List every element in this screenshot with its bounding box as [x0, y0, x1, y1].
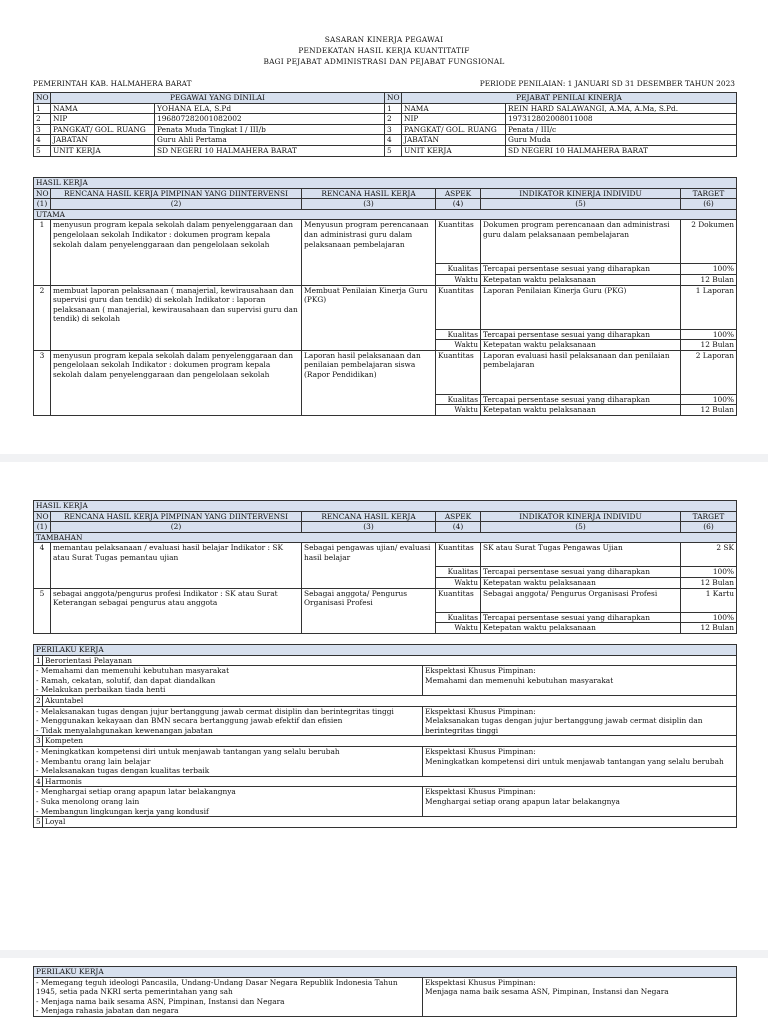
row-no: 1 [34, 220, 51, 285]
row-no: 5 [34, 588, 51, 633]
indikator: Ketepatan waktu pelaksanaan [481, 340, 681, 351]
behavior-name: Berorientasi Pelayanan [43, 655, 737, 666]
indikator: Tercapai persentase sesuai yang diharapkan [481, 567, 681, 578]
evaluated-name: YOHANA ELA, S.Pd [155, 103, 385, 114]
section-perilaku-kerja: PERILAKU KERJA [34, 967, 737, 978]
target: 1 Laporan [681, 285, 737, 329]
rencana-hasil: Menyusun program perencanaan dan administrasi guru dalam pelaksanaan pembelajaran [302, 220, 436, 285]
behavior-point: - Melaksanakan tugas dengan jujur bertanggung jawab cermat disiplin dan berintegritas tinggi [36, 707, 420, 717]
col-header: RENCANA HASIL KERJA [302, 511, 436, 522]
row-no: 5 [385, 145, 402, 156]
row-label: JABATAN [402, 135, 506, 146]
indikator: Tercapai persentase sesuai yang diharapkan [481, 612, 681, 623]
expectation-label: Ekspektasi Khusus Pimpinan: [425, 746, 536, 756]
behavior-no: 3 [34, 736, 43, 747]
col-header: INDIKATOR KINERJA INDIVIDU [481, 511, 681, 522]
expectation-label: Ekspektasi Khusus Pimpinan: [425, 787, 536, 797]
hasil-kerja-table-2 [33, 500, 737, 634]
behavior-point: - Memahami dan memenuhi kebutuhan masyarakat [36, 666, 420, 676]
section-hasil-kerja: HASIL KERJA [34, 178, 737, 189]
identity-row [34, 114, 737, 125]
row-label: UNIT KERJA [402, 145, 506, 156]
identity-row [34, 103, 737, 114]
behavior-point: - Ramah, cekatan, solutif, dan dapat diandalkan [36, 676, 420, 686]
aspek: Kuantitas [436, 543, 481, 567]
behavior-header [34, 776, 737, 787]
rencana-pimpinan: memantau pelaksanaan / evaluasi hasil belajar Indikator : SK atau Surat Tugas pemantau ujian [51, 543, 302, 588]
title-line-3: BAGI PEJABAT ADMINISTRASI DAN PEJABAT FUNGSIONAL [263, 57, 505, 66]
aspek: Kuantitas [436, 588, 481, 612]
behavior-point: - Meningkatkan kompetensi diri untuk menjawab tantangan yang selalu berubah [36, 747, 420, 757]
behavior-point: - Menjaga rahasia jabatan dan negara [36, 1006, 420, 1016]
indikator: SK atau Surat Tugas Pengawas Ujian [481, 543, 681, 567]
behavior-header [34, 817, 737, 828]
row-no: 4 [34, 135, 51, 146]
expectation-text: Meningkatkan kompetensi diri untuk menjawab tantangan yang selalu berubah [425, 756, 724, 766]
row-no: 4 [34, 543, 51, 588]
row-no: 2 [34, 285, 51, 350]
no-header: NO [385, 93, 402, 104]
col-header: TARGET [681, 511, 737, 522]
aspek: Kuantitas [436, 285, 481, 329]
behavior-body [34, 746, 737, 776]
behavior-point: - Membantu orang lain belajar [36, 757, 420, 767]
table-row [34, 220, 737, 264]
behavior-no: 2 [34, 695, 43, 706]
behavior-point: - Menghargai setiap orang apapun latar belakangnya [36, 787, 420, 797]
perilaku-kerja-table [33, 644, 737, 828]
behavior-header [34, 695, 737, 706]
target: 100% [681, 264, 737, 275]
col-num: (6) [681, 522, 737, 533]
behavior-no: 4 [34, 776, 43, 787]
row-label: UNIT KERJA [51, 145, 155, 156]
aspek: Waktu [436, 405, 481, 416]
behavior-point: - Membangun lingkungan kerja yang kondusif [36, 807, 420, 817]
page-separator [0, 454, 768, 462]
agency-label: PEMERINTAH KAB. HALMAHERA BARAT [33, 79, 192, 88]
behavior-body [34, 666, 737, 696]
rencana-pimpinan: sebagai anggota/pengurus profesi Indikator : SK atau Surat Keterangan sebagai pengurus atau anggota [51, 588, 302, 633]
row-label: NAMA [402, 103, 506, 114]
identity-row [34, 124, 737, 135]
table-row [34, 285, 737, 329]
row-label: NAMA [51, 103, 155, 114]
target: 100% [681, 329, 737, 340]
behavior-point: - Memegang teguh ideologi Pancasila, Undang-Undang Dasar Negara Republik Indonesia Tahun 1945, setia pada NKRI serta pemerintahan yang sah [36, 978, 420, 997]
row-no: 5 [34, 145, 51, 156]
col-num: (1) [34, 199, 51, 210]
behavior-points [36, 978, 420, 1016]
row-no: 1 [385, 103, 402, 114]
col-header: ASPEK [436, 511, 481, 522]
aspek: Waktu [436, 577, 481, 588]
col-num: (5) [481, 522, 681, 533]
expectation-label: Ekspektasi Khusus Pimpinan: [425, 666, 536, 676]
assessor-header: PEJABAT PENILAI KINERJA [402, 93, 737, 104]
behavior-name: Harmonis [43, 776, 737, 787]
behavior-point: - Tidak menyalahgunakan kewenangan jabatan [36, 726, 420, 736]
section-utama: UTAMA [34, 209, 737, 220]
behavior-no: 5 [34, 817, 43, 828]
row-label: NIP [402, 114, 506, 125]
row-label: PANGKAT/ GOL. RUANG [402, 124, 506, 135]
behavior-point: - Melakukan perbaikan tiada henti [36, 685, 420, 695]
rencana-hasil: Sebagai pengawas ujian/ evaluasi hasil belajar [302, 543, 436, 588]
section-perilaku-kerja: PERILAKU KERJA [34, 645, 737, 656]
rencana-pimpinan: membuat laporan pelaksanaan ( manajerial, kewirausahaan dan supervisi guru dan tendik) di sekolah Indikator : laporan pelaksanaan ( manajerial, kewirausahaan dan supervisi guru dan tendik) di sekolah [51, 285, 302, 350]
perilaku-kerja-table-cont [33, 966, 737, 1017]
aspek: Kualitas [436, 329, 481, 340]
row-no: 1 [34, 103, 51, 114]
behavior-points [36, 787, 420, 816]
table-row [34, 588, 737, 612]
indikator: Sebagai anggota/ Pengurus Organisasi Profesi [481, 588, 681, 612]
col-num: (2) [51, 522, 302, 533]
expectation-text: Memahami dan memenuhi kebutuhan masyarakat [425, 675, 614, 685]
expectation-text: Melaksanakan tugas dengan jujur bertanggung jawab cermat disiplin dan berintegritas tinggi [425, 716, 703, 735]
assessor-rank: Penata / III/c [506, 124, 737, 135]
indikator: Ketepatan waktu pelaksanaan [481, 623, 681, 634]
row-no: 4 [385, 135, 402, 146]
indikator: Dokumen program perencanaan dan administrasi guru dalam pelaksanaan pembelajaran [481, 220, 681, 264]
col-num: (4) [436, 199, 481, 210]
target: 100% [681, 394, 737, 405]
aspek: Waktu [436, 340, 481, 351]
title-line-2: PENDEKATAN HASIL KERJA KUANTITATIF [298, 46, 470, 55]
row-label: JABATAN [51, 135, 155, 146]
section-tambahan: TAMBAHAN [34, 532, 737, 543]
target: 12 Bulan [681, 405, 737, 416]
aspek: Waktu [436, 274, 481, 285]
no-header: NO [34, 93, 51, 104]
indikator: Ketepatan waktu pelaksanaan [481, 274, 681, 285]
assessor-nip: 197312802008011008 [506, 114, 737, 125]
indikator: Tercapai persentase sesuai yang diharapkan [481, 329, 681, 340]
evaluated-position: Guru Ahli Pertama [155, 135, 385, 146]
behavior-no: 1 [34, 655, 43, 666]
col-num: (4) [436, 522, 481, 533]
expectation-label: Ekspektasi Khusus Pimpinan: [425, 706, 536, 716]
target: 12 Bulan [681, 340, 737, 351]
section-hasil-kerja: HASIL KERJA [34, 501, 737, 512]
behavior-point: - Suka menolong orang lain [36, 797, 420, 807]
aspek: Kualitas [436, 567, 481, 578]
row-no: 2 [34, 114, 51, 125]
expectation-label: Ekspektasi Khusus Pimpinan: [425, 977, 536, 987]
identity-row [34, 135, 737, 146]
page-3 [0, 958, 768, 1024]
behavior-points [36, 666, 420, 695]
table-row [34, 350, 737, 394]
page-1 [0, 0, 768, 454]
aspek: Kuantitas [436, 350, 481, 394]
row-no: 3 [34, 350, 51, 415]
row-label: PANGKAT/ GOL. RUANG [51, 124, 155, 135]
rencana-hasil: Sebagai anggota/ Pengurus Organisasi Profesi [302, 588, 436, 633]
indikator: Tercapai persentase sesuai yang diharapkan [481, 264, 681, 275]
row-no: 3 [34, 124, 51, 135]
col-num: (6) [681, 199, 737, 210]
behavior-name: Kompeten [43, 736, 737, 747]
target: 12 Bulan [681, 274, 737, 285]
rencana-hasil: Membuat Penilaian Kinerja Guru (PKG) [302, 285, 436, 350]
evaluated-header: PEGAWAI YANG DINILAI [51, 93, 385, 104]
target: 100% [681, 612, 737, 623]
col-num: (2) [51, 199, 302, 210]
rencana-hasil: Laporan hasil pelaksanaan dan penilaian pembelajaran siswa (Rapor Pendidikan) [302, 350, 436, 415]
behavior-point: - Melaksanakan tugas dengan kualitas terbaik [36, 766, 420, 776]
evaluated-unit: SD NEGERI 10 HALMAHERA BARAT [155, 145, 385, 156]
target: 12 Bulan [681, 577, 737, 588]
title-line-1: SASARAN KINERJA PEGAWAI [324, 35, 444, 44]
col-header: NO [34, 511, 51, 522]
col-header: RENCANA HASIL KERJA PIMPINAN YANG DIINTERVENSI [51, 188, 302, 199]
row-label: NIP [51, 114, 155, 125]
col-num: (3) [302, 199, 436, 210]
col-num: (5) [481, 199, 681, 210]
rencana-pimpinan: menyusun program kepala sekolah dalam penyelenggaraan dan pengelolaan sekolah Indikator : dokumen program kepala sekolah dalam penyelenggaraan dan pengelolaan sekolah [51, 350, 302, 415]
behavior-body [34, 977, 737, 1016]
target: 1 Kartu [681, 588, 737, 612]
expectation-text: Menjaga nama baik sesama ASN, Pimpinan, Instansi dan Negara [425, 987, 669, 997]
indikator: Laporan evaluasi hasil pelaksanaan dan penilaian pembelajaran [481, 350, 681, 394]
target: 100% [681, 567, 737, 578]
target: 12 Bulan [681, 623, 737, 634]
indikator: Ketepatan waktu pelaksanaan [481, 405, 681, 416]
aspek: Kualitas [436, 612, 481, 623]
target: 2 Laporan [681, 350, 737, 394]
row-no: 3 [385, 124, 402, 135]
behavior-header [34, 736, 737, 747]
page-separator [0, 950, 768, 958]
identity-table [33, 92, 737, 157]
behavior-header [34, 655, 737, 666]
behavior-points [36, 707, 420, 736]
col-num: (3) [302, 522, 436, 533]
col-header: RENCANA HASIL KERJA [302, 188, 436, 199]
aspek: Kualitas [436, 264, 481, 275]
col-header: RENCANA HASIL KERJA PIMPINAN YANG DIINTERVENSI [51, 511, 302, 522]
assessor-position: Guru Muda [506, 135, 737, 146]
evaluated-rank: Penata Muda Tingkat I / III/b [155, 124, 385, 135]
hasil-kerja-table-1 [33, 177, 737, 416]
behavior-point: - Menjaga nama baik sesama ASN, Pimpinan, Instansi dan Negara [36, 997, 420, 1007]
aspek: Kualitas [436, 394, 481, 405]
aspek: Kuantitas [436, 220, 481, 264]
table-row [34, 543, 737, 567]
behavior-point: - Menggunakan kekayaan dan BMN secara bertanggung jawab efektif dan efisien [36, 716, 420, 726]
col-header: TARGET [681, 188, 737, 199]
rencana-pimpinan: menyusun program kepala sekolah dalam penyelenggaraan dan pengelolaan sekolah Indikator : dokumen program kepala sekolah dalam penyelenggaraan dan pengelolaan sekolah [51, 220, 302, 285]
period-label: PERIODE PENILAIAN: 1 JANUARI SD 31 DESEMBER TAHUN 2023 [479, 79, 735, 88]
col-header: INDIKATOR KINERJA INDIVIDU [481, 188, 681, 199]
col-header: ASPEK [436, 188, 481, 199]
target: 2 SK [681, 543, 737, 567]
indikator: Tercapai persentase sesuai yang diharapkan [481, 394, 681, 405]
aspek: Waktu [436, 623, 481, 634]
assessor-name: REIN HARD SALAWANGI, A.MA, A.Ma, S.Pd. [506, 103, 737, 114]
page-2 [0, 462, 768, 950]
row-no: 2 [385, 114, 402, 125]
behavior-points [36, 747, 420, 776]
col-header: NO [34, 188, 51, 199]
col-num: (1) [34, 522, 51, 533]
indikator: Laporan Penilaian Kinerja Guru (PKG) [481, 285, 681, 329]
identity-row [34, 145, 737, 156]
behavior-name: Akuntabel [43, 695, 737, 706]
expectation-text: Menghargai setiap orang apapun latar belakangnya [425, 796, 620, 806]
indikator: Ketepatan waktu pelaksanaan [481, 577, 681, 588]
behavior-body [34, 787, 737, 817]
behavior-body [34, 706, 737, 736]
evaluated-nip: 196807282001082002 [155, 114, 385, 125]
assessor-unit: SD NEGERI 10 HALMAHERA BARAT [506, 145, 737, 156]
behavior-name: Loyal [43, 817, 737, 828]
doc-title [0, 34, 768, 67]
target: 2 Dokumen [681, 220, 737, 264]
